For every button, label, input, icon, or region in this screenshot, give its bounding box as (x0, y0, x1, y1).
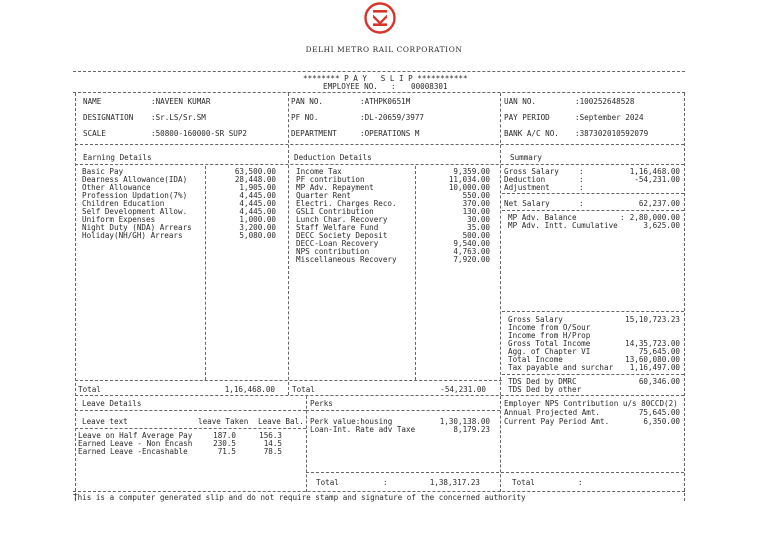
leave-taken-header: leave Taken (198, 417, 249, 426)
deduction-amount: 35.00 (467, 223, 490, 232)
earning-label: Basic Pay (82, 167, 124, 176)
right-border (684, 93, 685, 501)
summary-net-sep: : (579, 199, 584, 208)
leave-balance-header: Leave Bal. (258, 417, 304, 426)
employee-no-sep: : (391, 82, 396, 91)
tax-amount: 75,645.00 (638, 347, 680, 356)
pf-value: :DL-20659/3977 (360, 113, 425, 122)
footer-note: This is a computer generated slip and do not require stamp and signature of the concerned authority (73, 493, 526, 502)
earning-amount: 28,448.00 (234, 175, 276, 184)
earning-amount: 1,905.00 (239, 183, 276, 192)
mp-adv-balance-value: 2,80,000.00 (629, 213, 680, 222)
deduction-label: NPS contribution (296, 247, 370, 256)
info-divider-1 (288, 93, 289, 143)
deductions-total-label: Total (292, 385, 315, 394)
designation-value: :Sr.LS/Sr.SM (151, 113, 206, 122)
deduction-label: GSLI Contribution (296, 207, 374, 216)
earning-label: Night Duty (NDA) Arrears (82, 223, 192, 232)
summary-rule-2 (502, 210, 684, 211)
col-divider-ded-summary (500, 145, 501, 395)
leave-row-balance: 78.5 (263, 447, 282, 456)
summary-deduction-value: -54,231.00 (634, 175, 680, 184)
bottom-total-rule (306, 472, 684, 473)
nps-total-sep: : (578, 478, 583, 487)
pan-value: :ATHPK0651M (360, 97, 411, 106)
deduction-label: MP Adv. Repayment (296, 183, 374, 192)
perk-label: Perk value:housing (310, 417, 393, 426)
earning-amount: 4,445.00 (239, 199, 276, 208)
nps-total-label: Total (512, 478, 535, 487)
mp-adv-interest-label: MP Adv. Intt. Cumulative (508, 221, 618, 230)
tax-rule (502, 311, 684, 312)
leave-details-heading: Leave Details (82, 399, 142, 408)
deduction-amount: 500.00 (462, 231, 490, 240)
deductions-total-value: -54,231.00 (440, 385, 486, 394)
name-label: NAME (83, 97, 102, 106)
leave-row-balance: 156.3 (259, 431, 282, 440)
earning-amount: 5,080.00 (239, 231, 276, 240)
deduction-label: DECC Society Deposit (296, 231, 388, 240)
mp-adv-interest-value: 3,625.00 (643, 221, 680, 230)
nps-current-value: 6,350.00 (643, 417, 680, 426)
tax-label: Income from H/Prop (508, 331, 591, 340)
leave-row-label: Earned Leave -Encashable (78, 447, 188, 456)
summary-heading: Summary (510, 153, 543, 162)
info-divider-2 (500, 93, 501, 143)
scale-label: SCALE (83, 129, 106, 138)
earning-label: Self Development Allow. (82, 207, 188, 216)
tax-label: Agg. of Chapter VI (508, 347, 591, 356)
section-heading-rule (75, 164, 684, 165)
earning-label: Holiday(NH/GH) Arrears (82, 231, 183, 240)
deduction-label: DECC-Loan Recovery (296, 239, 379, 248)
tax-label: Gross Salary (508, 315, 563, 324)
deduction-label: Quarter Rent (296, 191, 351, 200)
header-divider (73, 92, 685, 93)
earning-label: Other Allowance (82, 183, 151, 192)
tds-other-label: TDS Ded by other (508, 385, 582, 394)
nps-annual-label: Annual Projected Amt. (504, 408, 601, 417)
leave-heading-rule (75, 410, 306, 411)
earning-amount: 4,445.00 (239, 191, 276, 200)
perks-total-sep: : (383, 478, 388, 487)
pay-period-value: :September 2024 (575, 113, 644, 122)
totals-top-rule (75, 380, 502, 381)
deduction-amount: 130.00 (462, 207, 490, 216)
leave-row-balance: 14.5 (263, 439, 282, 448)
earning-label: Children Education (82, 199, 165, 208)
tds-dmrc-value: 60,346.00 (638, 377, 680, 386)
deduction-amount: 30.00 (467, 215, 490, 224)
earnings-total-value: 1,16,468.00 (224, 385, 275, 394)
tds-rule (502, 374, 684, 375)
leave-text-header: Leave text (82, 417, 128, 426)
uan-value: :100252648528 (575, 97, 635, 106)
bank-label: BANK A/C NO. (504, 129, 559, 138)
tax-amount: 14,35,723.00 (625, 339, 680, 348)
designation-label: DESIGNATION (83, 113, 134, 122)
deduction-amount: 4,763.00 (453, 247, 490, 256)
deduction-label: Income Tax (296, 167, 342, 176)
tax-label: Tax payable and surchar (508, 363, 614, 372)
left-border (75, 93, 76, 501)
deduction-label: Staff Welfare Fund (296, 223, 379, 232)
deduction-amount: 9,540.00 (453, 239, 490, 248)
employee-no: 00008301 (411, 82, 448, 91)
nps-annual-value: 75,645.00 (638, 408, 680, 417)
earning-label: Uniform Expenses (82, 215, 156, 224)
leave-row-label: Leave on Half Average Pay (78, 431, 193, 440)
summary-net-label: Net Salary (504, 199, 550, 208)
nps-current-label: Current Pay Period Amt. (504, 417, 610, 426)
deduction-amount: 370.00 (462, 199, 490, 208)
earning-amount: 3,200.00 (239, 223, 276, 232)
deduction-label: PF contribution (296, 175, 365, 184)
summary-deduction-sep: : (579, 175, 584, 184)
summary-gross-sep: : (579, 167, 584, 176)
deduction-amount: 550.00 (462, 191, 490, 200)
perks-total-value: 1,38,317.23 (429, 478, 480, 487)
mp-adv-balance-label: MP Adv. Balance (508, 213, 577, 222)
tax-label: Income from O/Sour (508, 323, 591, 332)
name-value: :NAVEEN KUMAR (151, 97, 211, 106)
summary-gross-value: 1,16,468.00 (629, 167, 680, 176)
earning-label: Dearness Allowance(IDA) (82, 175, 188, 184)
perk-amount: 1,30,138.00 (439, 417, 490, 426)
summary-adjustment-sep: : (579, 183, 584, 192)
perks-total-label: Total (316, 478, 339, 487)
leave-row-taken: 187.0 (213, 431, 236, 440)
deduction-label: Miscellaneous Recovery (296, 255, 397, 264)
summary-gross-label: Gross Salary (504, 167, 559, 176)
payslip-title: ******** P A Y S L I P *********** (303, 74, 468, 83)
tax-label: Gross Total Income (508, 339, 591, 348)
deduction-label: Electri. Charges Reco. (296, 199, 397, 208)
earning-amount: 4,445.00 (239, 207, 276, 216)
earning-amount: 63,500.00 (234, 167, 276, 176)
mp-adv-balance-sep: : (620, 213, 625, 222)
organization-name: DELHI METRO RAIL CORPORATION (305, 45, 463, 54)
pan-label: PAN NO. (291, 97, 324, 106)
summary-adjustment-label: Adjustment (504, 183, 550, 192)
tax-amount: 13,60,080.00 (625, 355, 680, 364)
perks-heading: Perks (310, 399, 333, 408)
col-divider-earn-ded (288, 145, 289, 395)
deduction-amount: 7,920.00 (453, 255, 490, 264)
tax-amount: 15,10,723.23 (625, 315, 680, 324)
dmrc-logo (364, 2, 396, 34)
totals-bottom-rule (75, 395, 684, 396)
leave-row-taken: 230.5 (213, 439, 236, 448)
scale-value: :50800-160000-SR SUP2 (151, 129, 248, 138)
earnings-total-label: Total (78, 385, 101, 394)
deduction-amount: 9,359.00 (453, 167, 490, 176)
uan-label: UAN NO. (504, 97, 537, 106)
bank-value: :387302010592079 (575, 129, 649, 138)
perk-label: Loan-Int. Rate adv Taxe (310, 425, 416, 434)
department-value: :OPERATIONS M (360, 129, 420, 138)
leave-row-taken: 71.5 (217, 447, 236, 456)
pf-label: PF NO. (291, 113, 319, 122)
earning-amount: 1,000.00 (239, 215, 276, 224)
earning-label: Profession Updation(7%) (82, 191, 188, 200)
bottom-border (73, 491, 685, 492)
deduction-amount: 11,034.00 (448, 175, 490, 184)
tds-dmrc-label: TDS Ded by DMRC (508, 377, 577, 386)
top-border (73, 71, 685, 72)
employee-no-label: EMPLOYEE NO. (323, 82, 378, 91)
deduction-label: Lunch Char. Recovery (296, 215, 388, 224)
pay-period-label: PAY PERIOD (504, 113, 550, 122)
perk-amount: 8,179.23 (453, 425, 490, 434)
leave-header-rule (75, 428, 306, 429)
summary-net-value: 62,237.00 (638, 199, 680, 208)
leave-row-label: Earned Leave - Non Encash (78, 439, 193, 448)
department-label: DEPARTMENT (291, 129, 337, 138)
deduction-details-heading: Deduction Details (294, 153, 372, 162)
summary-rule-1 (502, 193, 684, 194)
tax-label: Total Income (508, 355, 563, 364)
summary-deduction-label: Deduction (504, 175, 546, 184)
deduction-amount: 10,000.00 (448, 183, 490, 192)
nps-heading: Employer NPS Contribution u/s 80CCD(2) (504, 399, 678, 408)
tax-amount: 1,16,497.00 (629, 363, 680, 372)
perks-heading-rule (306, 410, 500, 411)
bottom-divider-2 (500, 396, 501, 492)
earning-details-heading: Earning Details (83, 153, 152, 162)
info-bottom-rule (75, 144, 684, 145)
